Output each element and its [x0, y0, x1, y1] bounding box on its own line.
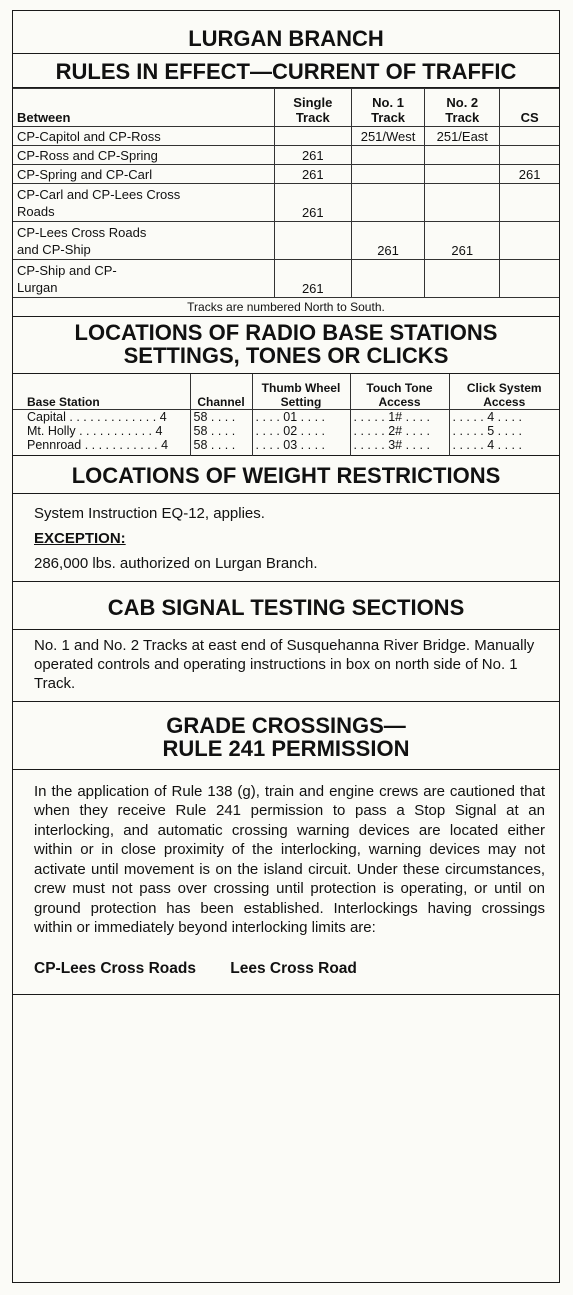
weight-heading: LOCATIONS OF WEIGHT RESTRICTIONS	[13, 456, 559, 494]
rules-cell: 261	[274, 165, 351, 184]
rules-cell	[500, 222, 559, 260]
rules-cell	[500, 260, 559, 298]
radio-cell: . . . . 02 . . . .	[252, 424, 350, 438]
rules-cell	[351, 146, 424, 165]
radio-cell: . . . . . 4 . . . .	[449, 409, 559, 424]
radio-cell: . . . . . 4 . . . .	[449, 438, 559, 452]
radio-cell: Mt. Holly . . . . . . . . . . . 4	[27, 423, 163, 438]
table-row	[13, 127, 559, 146]
cab-text: No. 1 and No. 2 Tracks at east end of Susquehanna River Bridge. Manually operated controls and operating instructions in box on north side of No. 1 Track.	[34, 636, 535, 692]
rules-col-between: Between	[13, 89, 274, 127]
rules-col-single: Single Track	[274, 89, 351, 127]
radio-heading-line2: SETTINGS, TONES OR CLICKS	[123, 343, 449, 369]
rules-cell	[425, 165, 500, 184]
weight-exception-label: EXCEPTION:	[34, 530, 126, 548]
radio-cell: . . . . 01 . . . .	[252, 409, 350, 424]
radio-cell: 58 . . . .	[190, 409, 252, 424]
table-row	[13, 222, 559, 260]
rules-cell: 251/West	[351, 127, 424, 146]
rules-cell	[425, 184, 500, 222]
radio-cell: . . . . . 3# . . . .	[350, 438, 449, 452]
rules-cell: CP-Capitol and CP-Ross	[13, 127, 274, 146]
radio-cell: . . . . . 5 . . . .	[449, 424, 559, 438]
rules-cell: CP-Spring and CP-Carl	[13, 165, 274, 184]
rules-col-cs: CS	[500, 89, 559, 127]
radio-heading	[13, 317, 559, 374]
radio-col-click: Click System Access	[449, 374, 559, 409]
rules-cell	[351, 184, 424, 222]
crossing-cp: CP-Lees Cross Roads	[34, 959, 196, 977]
table-row	[13, 146, 559, 165]
radio-col-thumb: Thumb Wheel Setting	[252, 374, 350, 409]
rules-cell	[351, 260, 424, 298]
radio-cell: 58 . . . .	[190, 438, 252, 452]
table-row	[13, 438, 559, 452]
rules-cell	[500, 127, 559, 146]
radio-col-channel: Channel	[190, 374, 252, 409]
rules-cell	[425, 260, 500, 298]
cab-section	[13, 630, 559, 702]
rules-cell: 261	[274, 260, 351, 298]
rules-cell: 261	[500, 165, 559, 184]
rules-cell	[274, 222, 351, 260]
rules-cell	[274, 127, 351, 146]
grade-heading-line1: GRADE CROSSINGS—	[166, 712, 406, 738]
rules-cell: CP-Ship and CP-Lurgan	[13, 260, 274, 298]
weight-section	[13, 494, 559, 582]
rules-cell: CP-Carl and CP-Lees Cross Roads	[13, 184, 274, 222]
cab-heading: CAB SIGNAL TESTING SECTIONS	[13, 582, 559, 629]
tracks-note: Tracks are numbered North to South.	[13, 298, 559, 317]
grade-section	[13, 770, 559, 995]
table-row	[13, 409, 559, 424]
radio-cell: . . . . . 2# . . . .	[350, 424, 449, 438]
rules-cell: 261	[425, 222, 500, 260]
rules-cell: 261	[274, 184, 351, 222]
timetable-page	[12, 10, 560, 1283]
table-row	[13, 184, 559, 222]
radio-cell: Capital . . . . . . . . . . . . . 4	[27, 409, 167, 424]
rules-cell	[425, 146, 500, 165]
rules-cell: CP-Lees Cross Roads and CP-Ship	[13, 222, 274, 260]
radio-col-station: Base Station	[13, 374, 190, 409]
radio-col-touch: Touch Tone Access	[350, 374, 449, 409]
weight-line1: System Instruction EQ-12, applies.	[34, 505, 265, 523]
rules-col-no2: No. 2 Track	[425, 89, 500, 127]
rules-col-no1: No. 1 Track	[351, 89, 424, 127]
grade-text: In the application of Rule 138 (g), train and engine crews are cautioned that when they receive Rule 241 permission to pass a Stop Signal at an interlocking, and automatic crossing warning devices are located either within or in close proximity of the interlocking, warning devices may not activate until movement is on the island circuit. Under these circumstances, crew must not pass over crossing until protection is operating, or until on ground protection has been established. Interlockings having crossings within or immediately beyond interlocking limits are:	[34, 782, 545, 937]
radio-cell: 58 . . . .	[190, 424, 252, 438]
crossing-road: Lees Cross Road	[230, 959, 357, 977]
rules-cell	[351, 165, 424, 184]
grade-heading-line2: RULE 241 PERMISSION	[162, 735, 410, 761]
rules-cell: 251/East	[425, 127, 500, 146]
rules-cell	[500, 184, 559, 222]
rules-table	[13, 88, 559, 298]
rules-cell	[500, 146, 559, 165]
radio-table	[13, 374, 559, 456]
radio-cell: Pennroad . . . . . . . . . . . 4	[27, 437, 169, 452]
rules-heading: RULES IN EFFECT—CURRENT OF TRAFFIC	[13, 54, 559, 88]
table-row	[13, 424, 559, 438]
grade-heading	[13, 702, 559, 770]
rules-cell: 261	[351, 222, 424, 260]
radio-cell: . . . . 03 . . . .	[252, 438, 350, 452]
rules-cell: CP-Ross and CP-Spring	[13, 146, 274, 165]
radio-cell: . . . . . 1# . . . .	[350, 409, 449, 424]
table-row	[13, 260, 559, 298]
radio-heading-line1: LOCATIONS OF RADIO BASE STATIONS	[74, 320, 498, 346]
page-title: LURGAN BRANCH	[13, 11, 559, 54]
weight-line2: 286,000 lbs. authorized on Lurgan Branch.	[34, 555, 318, 573]
rules-cell: 261	[274, 146, 351, 165]
grade-crossings	[13, 938, 559, 978]
table-row	[13, 165, 559, 184]
